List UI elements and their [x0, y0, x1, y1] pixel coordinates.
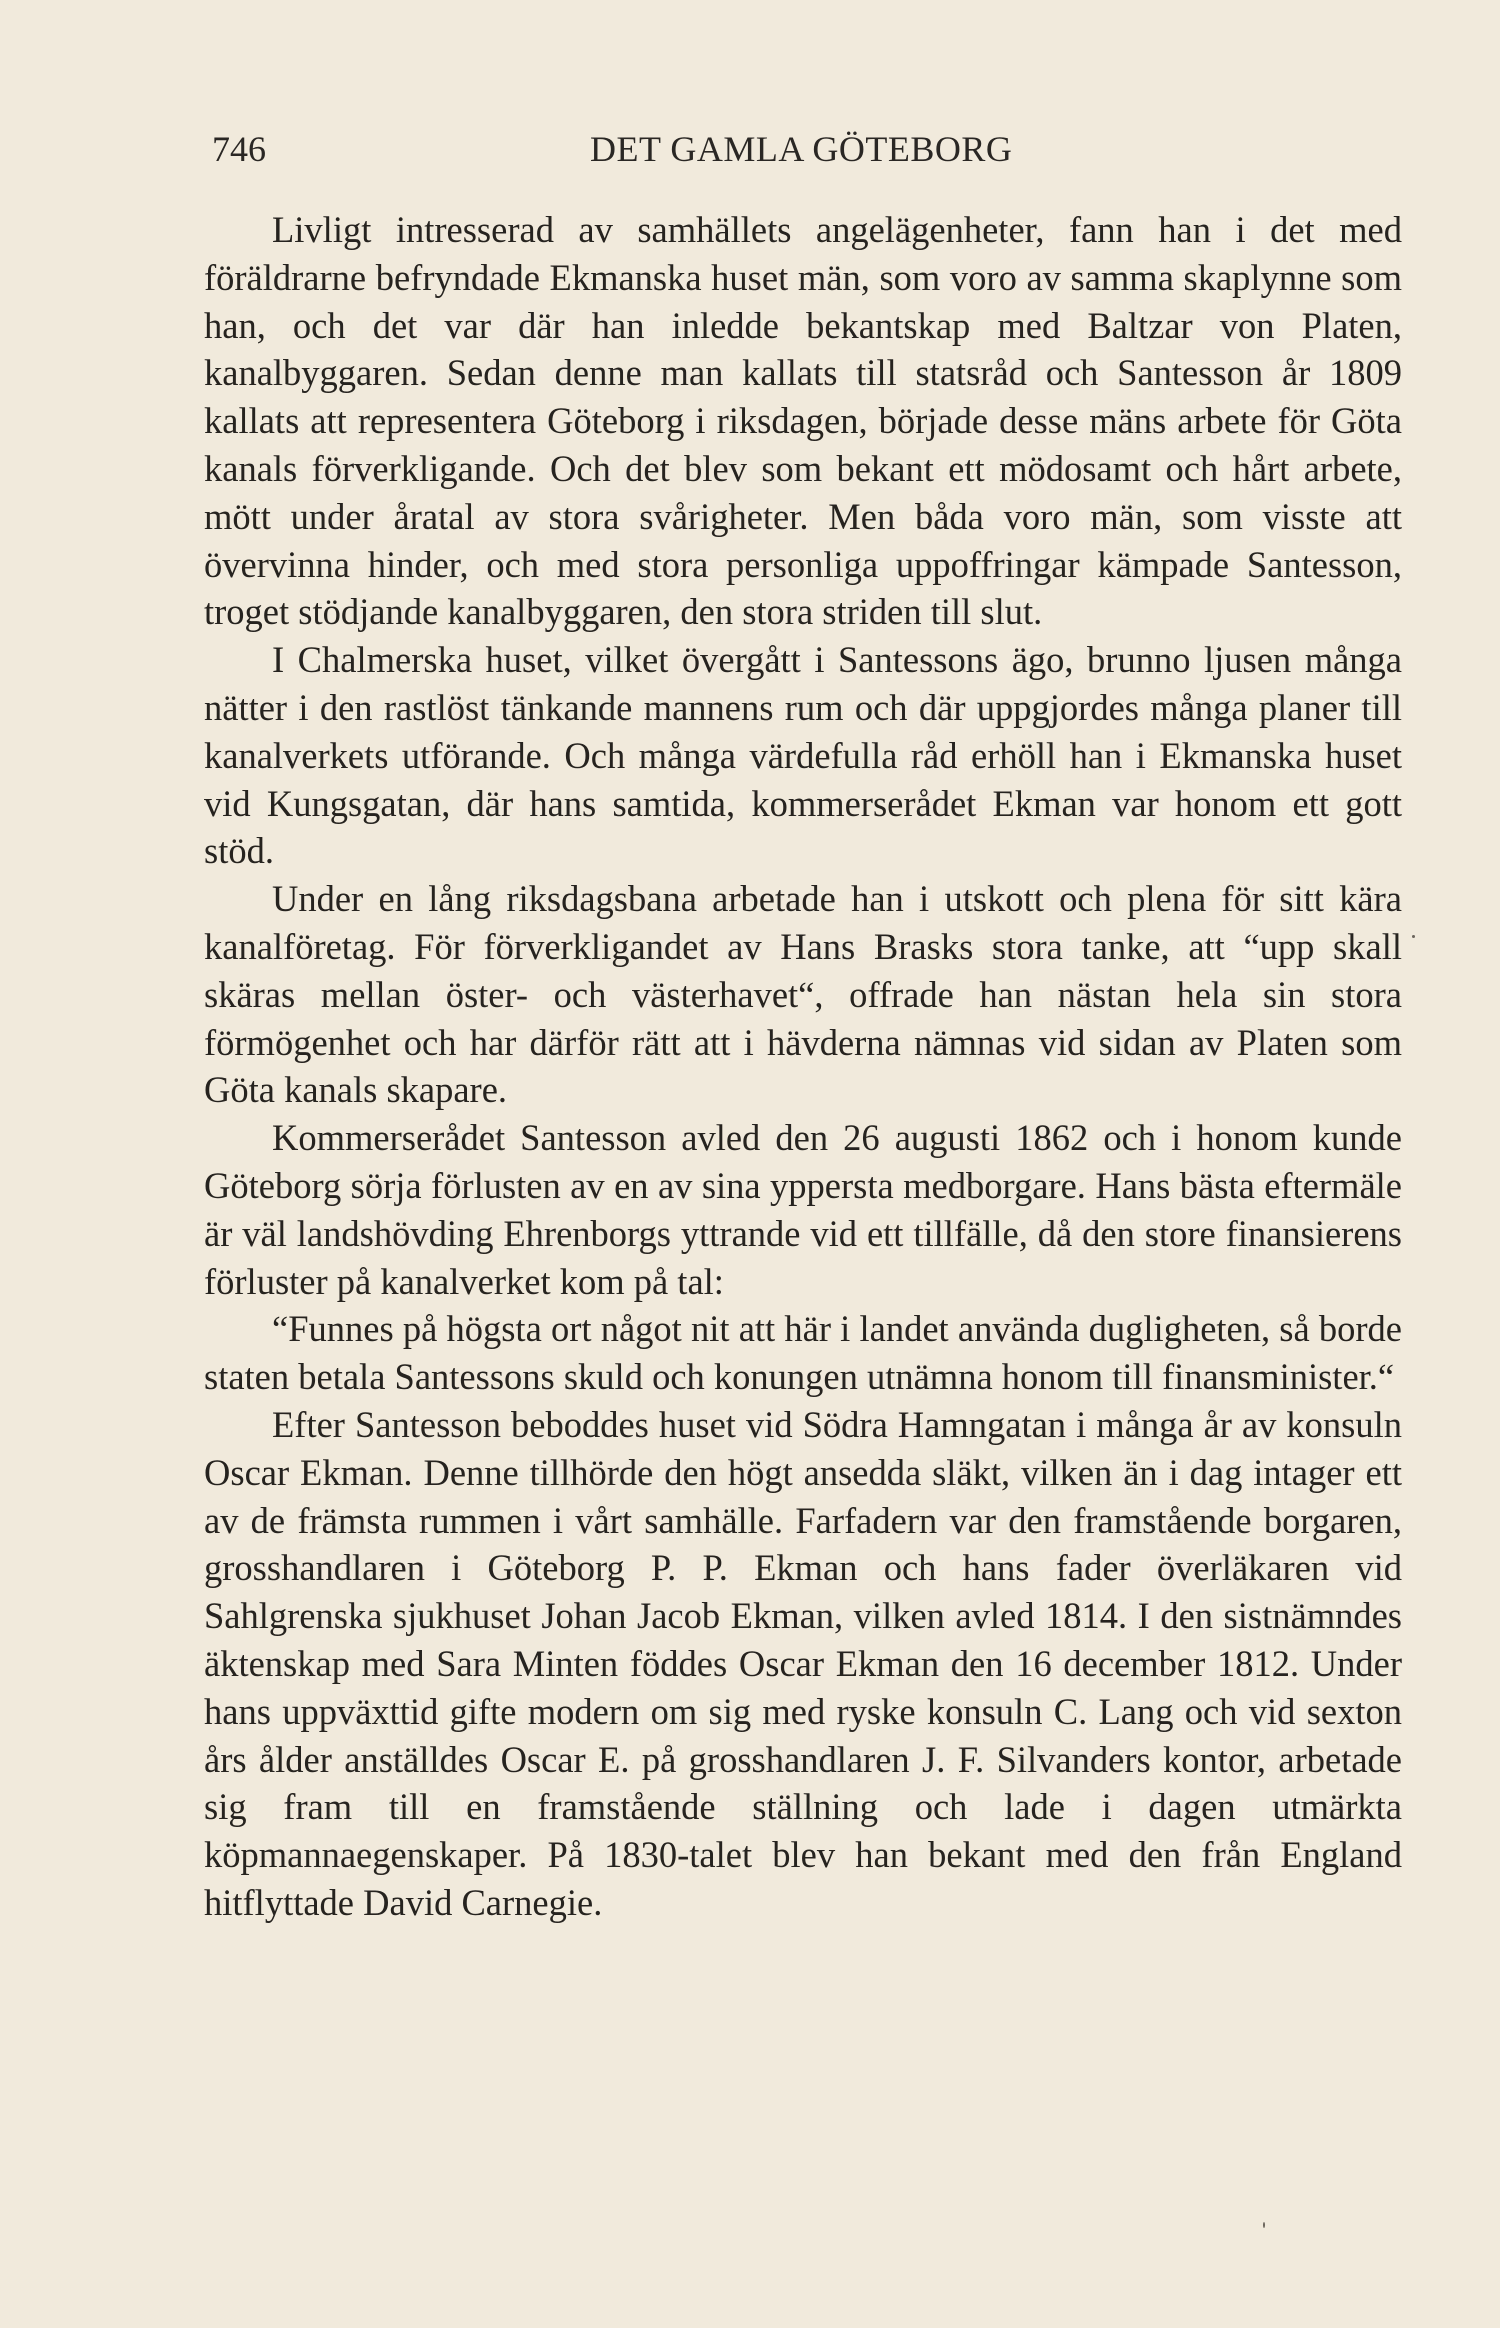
paragraph: I Chalmerska huset, vilket övergått i Santessons ägo, brunno ljusen många nätter i den rastlöst tänkande mannens rum och där uppgjordes många planer till kanalverkets utförande. Och många värdefulla råd erhöll han i Ekmanska huset vid Kungsgatan, där hans samtida, kommerserådet Ekman var honom ett gott stöd.	[204, 639, 1402, 872]
running-title: DET GAMLA GÖTEBORG	[590, 129, 1013, 169]
paragraph: Livligt intresserad av samhällets angelägenheter, fann han i det med föräldrarne befryndade Ekmanska huset män, som voro av samma skaplynne som han, och det var där han inledde bekantskap med Baltzar von Platen, kanalbyggaren. Sedan denne man kallats till statsråd och Santesson år 1809 kallats att representera Göteborg i riksdagen, började desse mäns arbete för Göta kanals förverkligande. Och det blev som bekant ett mödosamt och hårt arbete, mött under åratal av stora svårigheter. Men båda voro män, som visste att övervinna hinder, och med stora personliga uppoffringar kämpade Santesson, troget stödjande kanalbyggaren, den stora striden till slut.	[204, 209, 1402, 633]
paragraph: Efter Santesson beboddes huset vid Södra Hamngatan i många år av konsuln Oscar Ekman. Denne tillhörde den högt ansedda släkt, vilken än i dag intager ett av de främsta rummen i vårt samhälle. Farfadern var den framstående borgaren, grosshandlaren i Göteborg P. P. Ekman och hans fader överläkaren vid Sahlgrenska sjukhuset Johan Jacob Ekman, vilken avled 1814. I den sistnämndes äktenskap med Sara Minten föddes Oscar Ekman den 16 december 1812. Under hans uppväxttid gifte modern om sig med ryske konsuln C. Lang och vid sexton års ålder anställdes Oscar E. på grosshandlaren J. F. Silvanders kontor, arbetade sig fram till en framstående ställning och lade i dagen utmärkta köpmannaegenskaper. På 1830-talet blev han bekant med den från England hitflyttade David Carnegie.	[204, 1403, 1402, 1923]
page-header	[212, 128, 1402, 178]
paper-speck	[1263, 2222, 1265, 2228]
body-text	[204, 206, 1402, 1927]
paper-speck	[1412, 935, 1415, 938]
page-number: 746	[212, 129, 266, 169]
paragraph: Kommerserådet Santesson avled den 26 augusti 1862 och i honom kunde Göteborg sörja förlusten av en av sina yppersta medborgare. Hans bästa eftermäle är väl landshövding Ehrenborgs yttrande vid ett tillfälle, då den store finansierens förluster på kanalverket kom på tal:	[204, 1117, 1402, 1302]
paragraph: Under en lång riksdagsbana arbetade han i utskott och plena för sitt kära kanalföretag. För förverkligandet av Hans Brasks stora tanke, att “upp skall skäras mellan öster- och västerhavet“, offrade han nästan hela sin stora förmögenhet och har därför rätt att i hävderna nämnas vid sidan av Platen som Göta kanals skapare.	[204, 878, 1402, 1111]
paragraph: “Funnes på högsta ort något nit att här i landet använda dugligheten, så borde staten betala Santessons skuld och konungen utnämna honom till finansminister.“	[204, 1308, 1402, 1398]
